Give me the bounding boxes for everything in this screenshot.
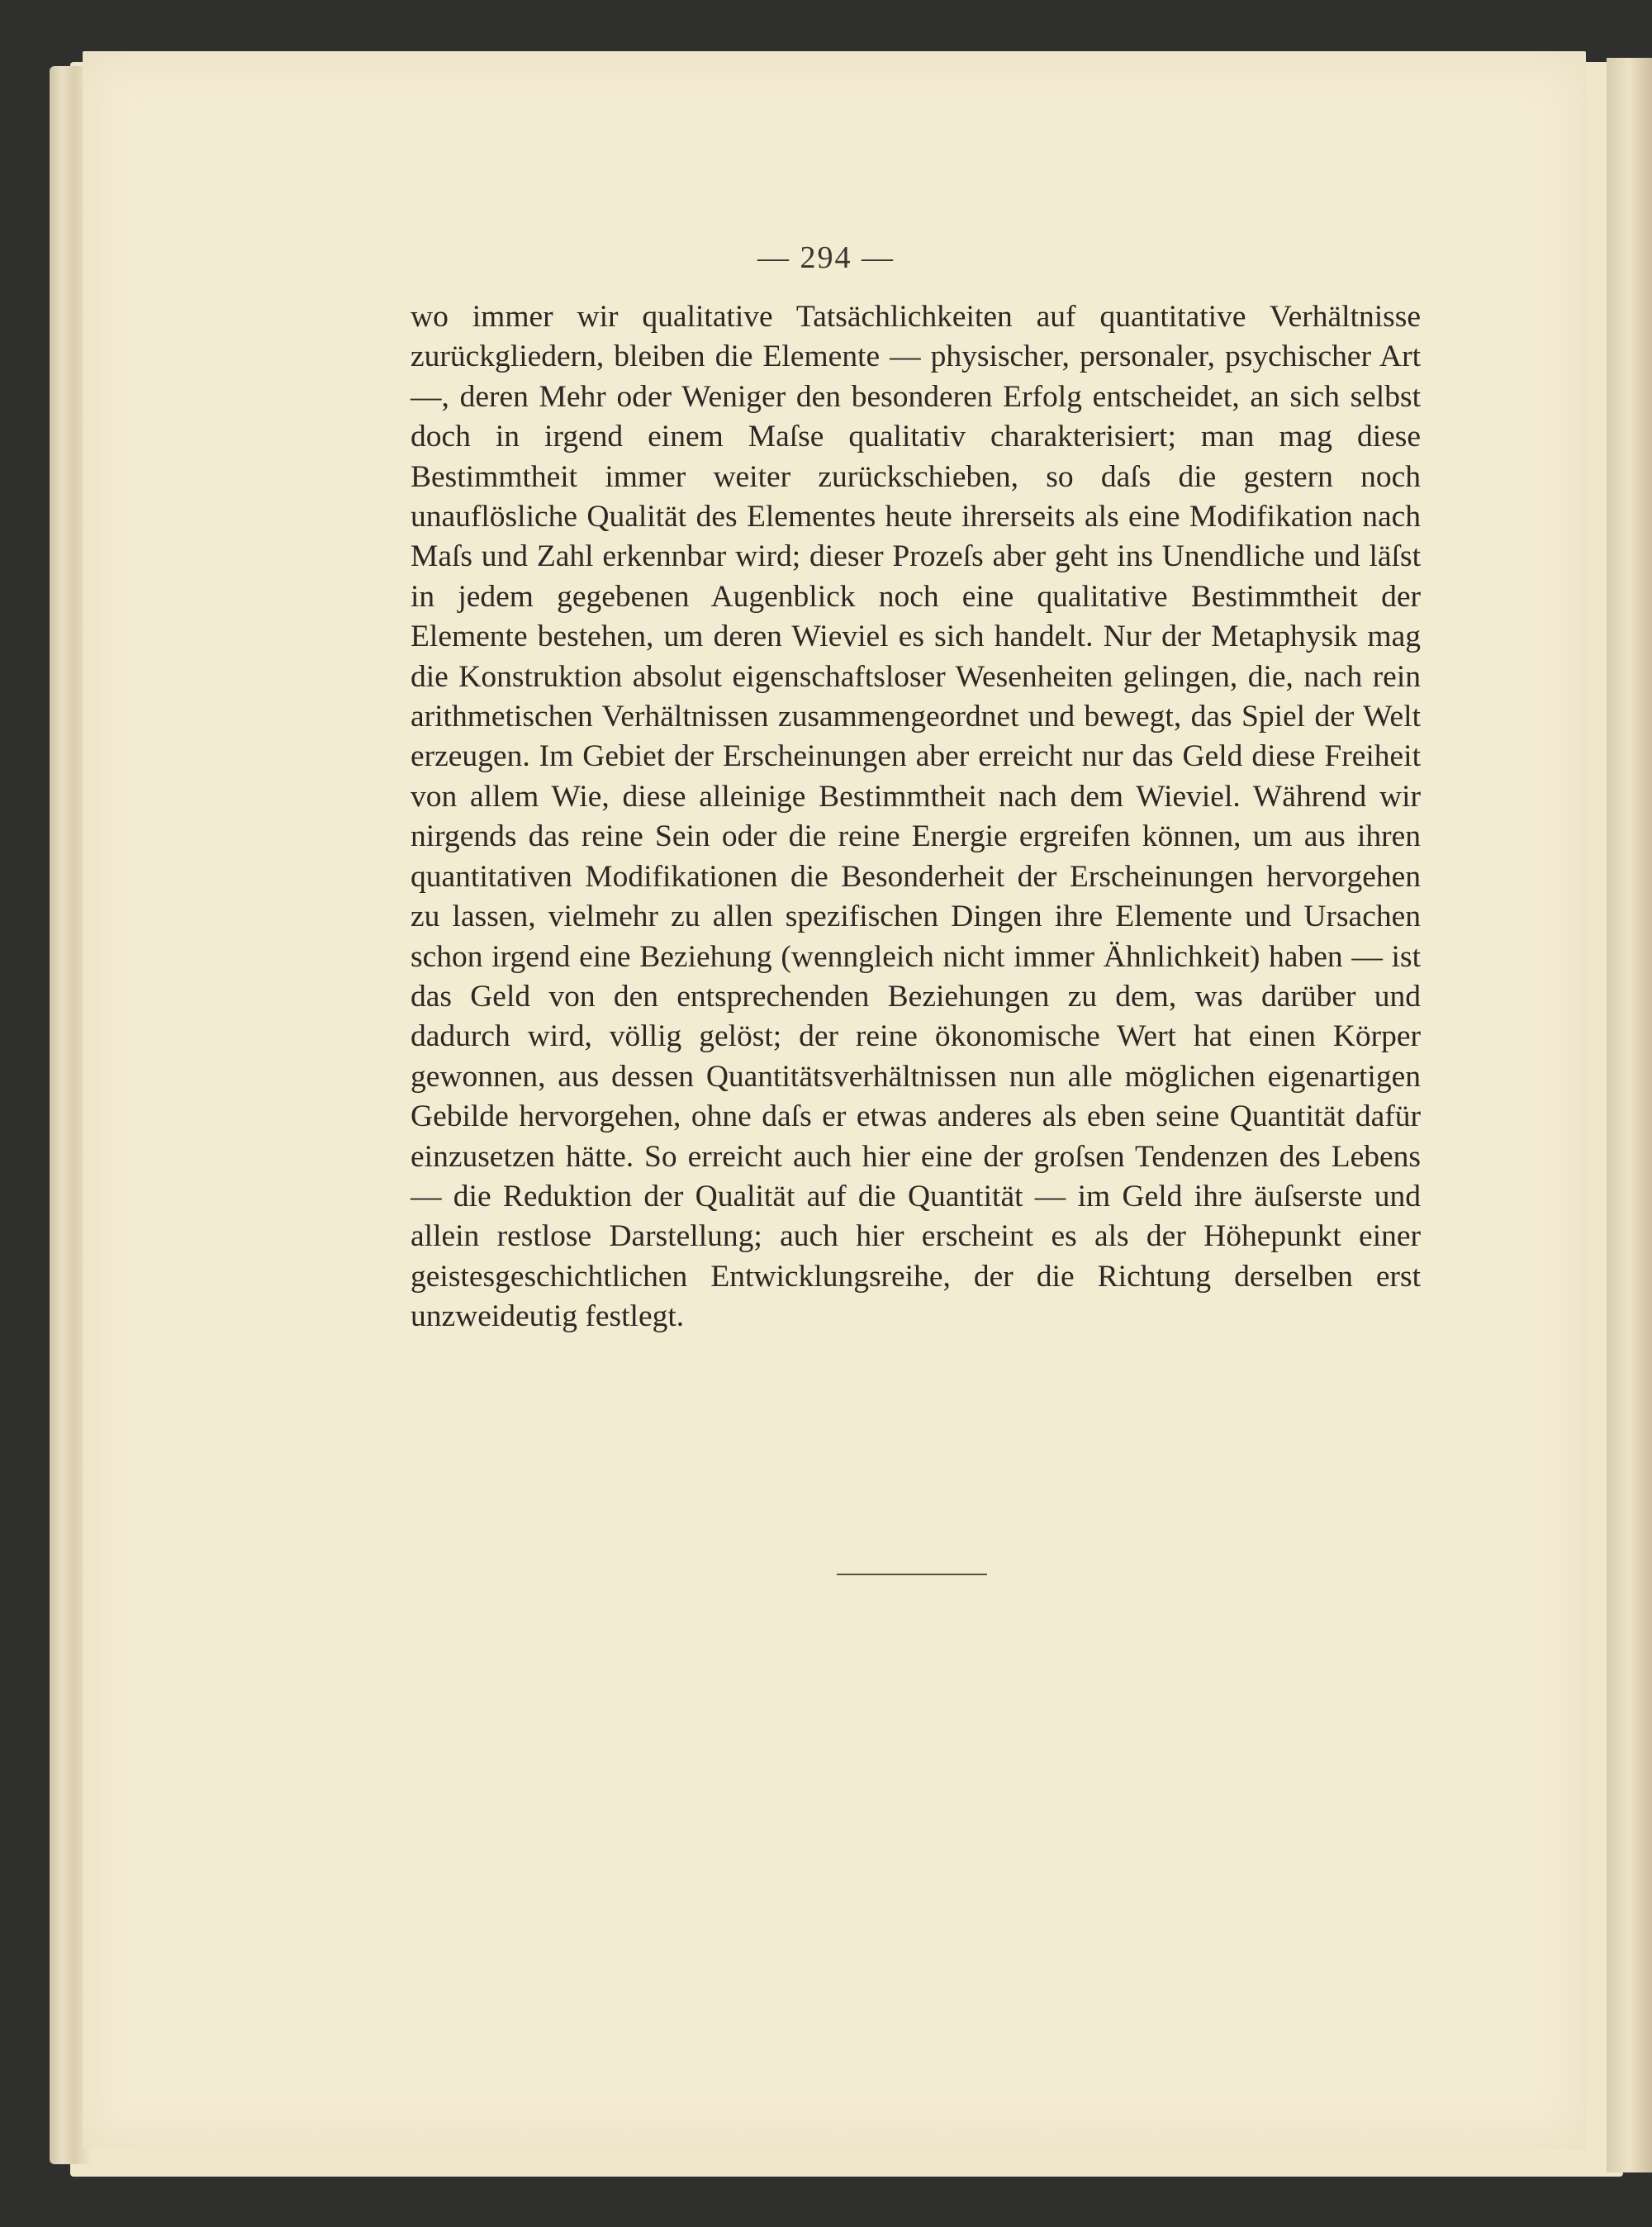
facing-page-edge (1607, 58, 1652, 2172)
body-paragraph: wo immer wir qualitative Tatsächlichkeiten auf quantitative Verhältnisse zurückgliedern, bleiben die Elemente — physischer, personaler, psychischer Art —, deren Mehr oder Weniger den besonderen Erfolg entscheidet, an sich selbst doch in irgend einem Maſse qualitativ charakterisiert; man mag diese Bestimmtheit immer weiter zurückschieben, so daſs die gestern noch unauflösliche Qualität des Elementes heute ihrerseits als eine Modifikation nach Maſs und Zahl erkennbar wird; dieser Prozeſs aber geht ins Unendliche und läſst in jedem gegebenen Augenblick noch eine qualitative Bestimmtheit der Elemente bestehen, um deren Wieviel es sich handelt. Nur der Metaphysik mag die Konstruktion absolut eigenschaftsloser Wesenheiten gelingen, die, nach rein arithmetischen Verhältnissen zusammengeordnet und bewegt, das Spiel der Welt erzeugen. Im Gebiet der Erscheinungen aber erreicht nur das Geld diese Freiheit von allem Wie, diese alleinige Bestimmtheit nach dem Wieviel. Während wir nirgends das reine Sein oder die reine Energie ergreifen können, um aus ihren quantitativen Modifikationen die Besonderheit der Erscheinungen hervorgehen zu lassen, vielmehr zu allen spezifischen Dingen ihre Elemente und Ursachen schon irgend eine Beziehung (wenngleich nicht immer Ähnlichkeit) haben — ist das Geld von den entsprechenden Beziehungen zu dem, was darüber und dadurch wird, völlig gelöst; der reine ökonomische Wert hat einen Körper gewonnen, aus dessen Quantitätsverhältnissen nun alle möglichen eigenartigen Gebilde hervorgehen, ohne daſs er etwas anderes als eben seine Quantität dafür einzusetzen hätte. So erreicht auch hier eine der groſsen Tendenzen des Lebens — die Reduktion der Qualität auf die Quantität — im Geld ihre äuſserste und allein restlose Darstellung; auch hier erscheint es als der Höhepunkt einer geistesgeschichtlichen Entwicklungsreihe, der die Richtung derselben erst unzweideutig festlegt. (411, 300, 1421, 1334)
end-rule-divider (837, 1574, 987, 1575)
page-number: — 294 — (757, 240, 895, 275)
